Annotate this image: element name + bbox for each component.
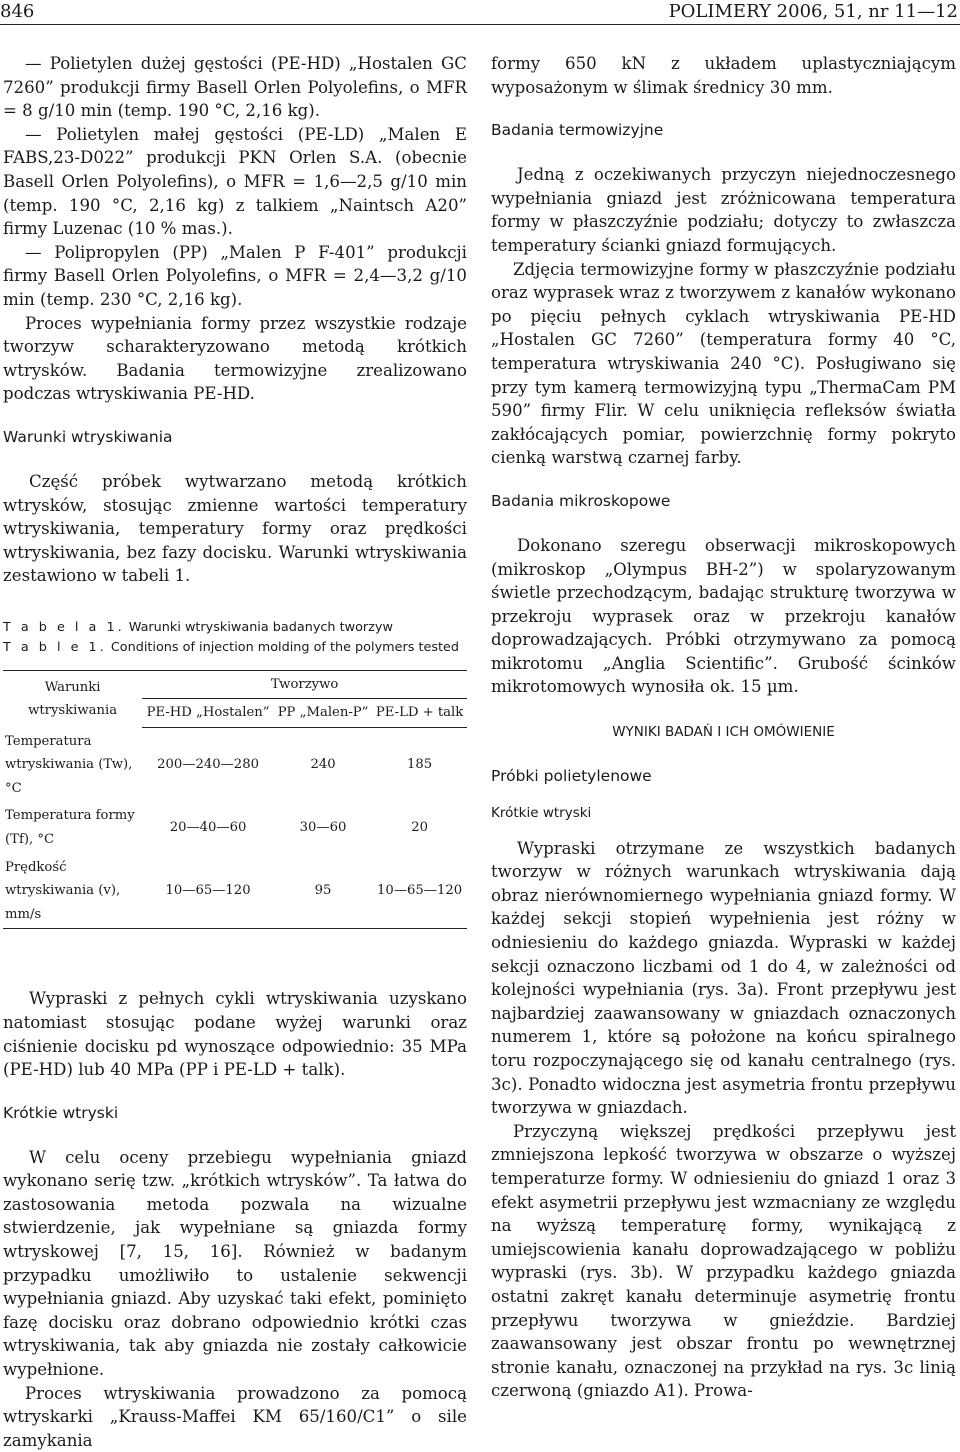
results-paragraph-1: Wypraski otrzymane ze wszystkich badanych tworzyw w różnych warunkach wtryskiwania dają obraz nierównomiernego wypełniania gniazd formy. W każdej sekcji stopień wypełnienia jest różny w odniesieniu do każdego gniazda. Wypraski w każdej sekcji oznaczono liczbami od 1 do 4, w zależności od kolejności wypełniania (rys. 3a). Front przepływu jest najbardziej zaawansowany w gniazdach oznaczonych numerem 1, które są położone na końcu spiralnego toru rozpoczynającego się od kanału centralnego (rys. 3c). Ponadto widoczna jest asymetria frontu przepływu tworzywa w gniazdach. bbox=[491, 838, 956, 1118]
table-col-header: PE-HD „Hostalen” bbox=[142, 699, 274, 728]
left-column bbox=[3, 52, 467, 1452]
journal-title: POLIMERY 2006, 51, nr 11—12 bbox=[668, 1, 958, 22]
cell: 10—65—120 bbox=[142, 854, 274, 929]
cell: 30—60 bbox=[299, 820, 347, 836]
right-column bbox=[491, 52, 956, 1403]
table-label-en: T a b l e 1. bbox=[3, 639, 107, 655]
table-corner-header: Warunki wtryskiwania bbox=[3, 670, 142, 727]
cell: 10—65—120 bbox=[372, 854, 467, 929]
row-label: Prędkość wtryskiwania (v), mm/s bbox=[3, 854, 142, 929]
cell: 185 bbox=[407, 757, 433, 773]
table-caption-en: Conditions of injection molding of the polymers tested bbox=[110, 639, 460, 655]
table-group-header: Tworzywo bbox=[142, 670, 467, 699]
results-paragraph-2: Przyczyną większej prędkości przepływu jest zmniejszona lepkość tworzywa w obszarze o wyższej temperaturze formy. W odniesieniu do gniazd 1 oraz 3 efekt asymetrii przepływu jest wzmacniany ze względu na wyższą temperaturę formy, wynikającą z umiejscowienia kanału doprowadzającego w pobliżu wypraski (rys. 3b). W przypadku każdego gniazda ostatni zakręt kanału determinuje asymetrię frontu przepływu tworzywa w gnieździe. Bardziej zaawansowany jest obszar frontu po wewnętrznej stronie kanału, oznaczonej na przykład na rys. 3c linią czerwoną (gniazdo A1). Prowa- bbox=[491, 1121, 956, 1401]
cell: 95 bbox=[274, 854, 372, 929]
heading-results: WYNIKI BADAŃ I ICH OMÓWIENIE bbox=[612, 724, 835, 741]
process-paragraph: Proces wypełniania formy przez wszystkie rodzaje tworzyw scharakteryzowano metodą krótkich wtrysków. Badania termowizyjne zrealizowano podczas wtryskiwania PE-HD. bbox=[3, 313, 467, 404]
material-pe-ld: — Polietylen małej gęstości (PE-LD) „Malen E FABS,23-D022” produkcji PKN Orlen S.A. (obecnie Basell Orlen Polyolefins), o MFR = 1,6—2,5 g/10 min (temp. 190 °C, 2,16 kg) z talkiem „Naintsch A20” firmy Luzenac (10 % mas.). bbox=[3, 124, 467, 239]
row-label: Temperatura wtryskiwania (Tw), °C bbox=[5, 733, 133, 796]
table-col-header: PE-LD + talk bbox=[372, 699, 467, 728]
short-shots-paragraph-2: Proces wtryskiwania prowadzono za pomocą wtryskarki „Krauss-Maffei KM 65/160/C1” o sile zamykania bbox=[3, 1383, 467, 1450]
row-label: Temperatura formy (Tf), °C bbox=[5, 808, 135, 847]
microscopy-paragraph: Dokonano szeregu obserwacji mikroskopowych (mikroskop „Olympus BH-2”) w spolaryzowanym świetle przechodzącym, badając strukturę tworzywa w przekroju wyprasek oraz w przekroju kanałów doprowadzających. Próbki otrzymywano za pomocą mikrotomu „Anglia Scientific”. Grubość ścinków mikrotomowych wynosiła ok. 15 µm. bbox=[491, 535, 956, 697]
cell: 240 bbox=[310, 757, 336, 773]
table-row bbox=[3, 728, 467, 803]
cell: 200—240—280 bbox=[157, 757, 259, 773]
cell: 20 bbox=[411, 820, 428, 836]
header-rule bbox=[0, 24, 960, 25]
table-label-pl: T a b e l a 1. bbox=[3, 619, 125, 635]
material-pe-hd: — Polietylen dużej gęstości (PE-HD) „Hostalen GC 7260” produkcji firmy Basell Orlen Polyolefins, o MFR = 8 g/10 min (temp. 190 °C, 2,16 kg). bbox=[3, 54, 467, 121]
table-row bbox=[3, 802, 467, 853]
cell: 20—40—60 bbox=[169, 820, 247, 836]
heading-short-shots: Krótkie wtryski bbox=[3, 1103, 119, 1122]
heading-polyethylene-samples: Próbki polietylenowe bbox=[491, 766, 652, 785]
page-number: 846 bbox=[0, 1, 35, 22]
table-caption bbox=[3, 618, 467, 658]
short-shots-paragraph-1: W celu oceny przebiegu wypełniania gniazd wykonano serię tzw. „krótkich wtrysków”. Ta łatwa do zastosowania metoda pozwala na wizualne stwierdzenie, jak wypełniane są gniazda formy wtryskowej [7, 15, 16]. Również w badanym przypadku umożliwiło to ustalenie sekwencji wypełniania gniazd. Aby uzyskać taki efekt, pominięto fazę docisku oraz dobrano odpowiednio krótki czas wtryskiwania, tak aby gniazda nie zostały całkowicie wypełnione. bbox=[3, 1147, 467, 1380]
conditions-paragraph: Część próbek wytwarzano metodą krótkich wtrysków, stosując zmienne wartości temperatury wtryskiwania, temperatury formy oraz prędkości wtryskiwania, bez fazy docisku. Warunki wtryskiwania zestawiono w tabeli 1. bbox=[3, 471, 467, 586]
heading-microscopy: Badania mikroskopowe bbox=[491, 491, 671, 510]
material-pp: — Polipropylen (PP) „Malen P F-401” produkcji firmy Basell Orlen Polyolefins, o MFR = 2,4—3,2 g/10 min (temp. 230 °C, 2,16 kg). bbox=[3, 242, 467, 309]
thermo-paragraph-2: Zdjęcia termowizyjne formy w płaszczyźnie podziału oraz wyprasek wraz z tworzywem z kanałów wykonano po pięciu pełnych cyklach wtryskiwania PE-HD „Hostalen GC 7260” (temperatura formy 40 °C, temperatura wtryskiwania 240 °C). Posługiwano się przy tym kamerą termowizyjną typu „ThermaCam PM 590” firmy Flir. W celu uniknięcia refleksów światła zakłócających pomiar, powierzchnię formy pokryto cienką warstwą czarnej farby. bbox=[491, 259, 956, 468]
running-header bbox=[0, 0, 960, 24]
table-caption-pl: Warunki wtryskiwania badanych tworzyw bbox=[128, 619, 393, 635]
conditions-table bbox=[3, 670, 467, 929]
full-cycles-paragraph: Wypraski z pełnych cykli wtryskiwania uzyskano natomiast stosując podane wyżej warunki oraz ciśnienie docisku pd wynoszące odpowiednio: 35 MPa (PE-HD) lub 40 MPa (PP i PE-LD + talk). bbox=[3, 989, 467, 1080]
heading-injection-conditions: Warunki wtryskiwania bbox=[3, 427, 173, 446]
machine-paragraph: formy 650 kN z układem uplastyczniającym wyposażonym w ślimak średnicy 30 mm. bbox=[491, 54, 956, 97]
table-col-header: PP „Malen-P” bbox=[274, 699, 372, 728]
table-row bbox=[3, 854, 467, 929]
thermo-paragraph-1: Jedną z oczekiwanych przyczyn niejednoczesnego wypełniania gniazd jest zróżnicowana temperatura formy w płaszczyźnie podziału; dotyczy to zwłaszcza temperatury ścianki gniazd formujących. bbox=[491, 165, 956, 255]
heading-thermography: Badania termowizyjne bbox=[491, 121, 664, 140]
heading-short-shots-results: Krótkie wtryski bbox=[491, 804, 592, 821]
